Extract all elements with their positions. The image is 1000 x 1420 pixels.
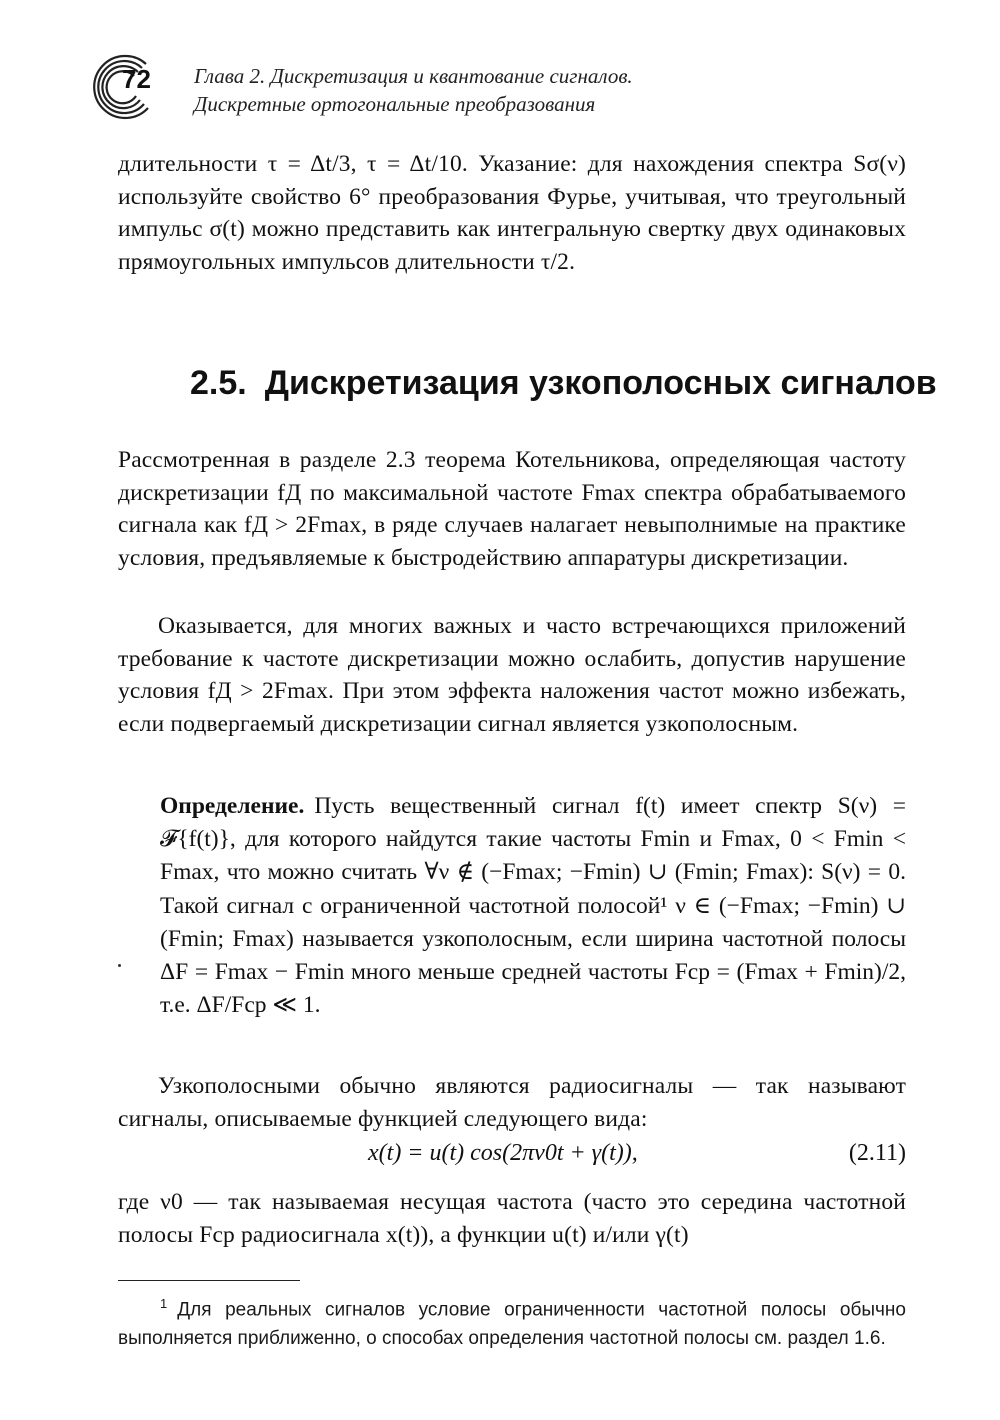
equation-number: (2.11) xyxy=(848,1140,906,1166)
definition-term: Определение. xyxy=(160,793,305,819)
page-number: 72 xyxy=(122,64,151,94)
intro-paragraph: длительности τ = Δt/3, τ = Δt/10. Указание: для нахождения спектра Sσ(ν) используйте свойство 6° преобразования Фурье, учитывая, что треугольный импульс σ(t) можно представить как интегральную свертку двух одинаковых прямоугольных импульсов длительности τ/2. xyxy=(118,151,913,275)
paragraph-1: Рассмотренная в разделе 2.3 теорема Котельникова, определяющая частоту дискретизации fД по максимальной частоте Fmax спектра обрабатываемого сигнала как fД > 2Fmax, в ряде случаев налагает невыполнимые на практике условия, предъявляемые к быстродействию аппаратуры дискретизации. xyxy=(118,447,913,571)
running-head-line-1: Глава 2. Дискретизация и квантование сигналов. xyxy=(194,64,633,88)
footnote-divider xyxy=(118,1280,300,1281)
running-head xyxy=(194,62,754,118)
footnote xyxy=(118,1289,912,1353)
definition-block xyxy=(160,790,912,1022)
footnote-text: Для реальных сигналов условие ограниченности частотной полосы обычно выполняется приближенно, о способах определения частотной полосы см. раздел 1.6. xyxy=(118,1299,912,1350)
stray-dot xyxy=(118,964,121,967)
equation-2-11 xyxy=(118,1140,906,1176)
footnote-mark: 1 xyxy=(160,1296,168,1311)
running-head-line-2: Дискретные ортогональные преобразования xyxy=(194,92,596,116)
section-number: 2.5. xyxy=(190,364,247,402)
equation-formula: x(t) = u(t) cos(2πν0t + γ(t)), xyxy=(368,1140,638,1166)
paragraph-4: где ν0 — так называемая несущая частота (часто это середина частотной полосы Fср радиосигнала x(t)), а функции u(t) и/или γ(t) xyxy=(118,1189,913,1248)
section-heading xyxy=(190,364,937,403)
paragraph-3: Узкополосными обычно являются радиосигналы — так называют сигналы, описываемые функцией следующего вида: xyxy=(118,1073,913,1132)
section-title: Дискретизация узкополосных сигналов xyxy=(264,364,937,402)
definition-text: Пусть вещественный сигнал f(t) имеет спектр S(ν) = 𝓕{f(t)}, для которого найдутся такие частоты Fmin и Fmax, 0 < Fmin < Fmax, что можно считать ∀ν ∉ (−Fmax; −Fmin) ∪ (Fmin; Fmax): S(ν) = 0. Такой сигнал с ограниченной частотной полосой¹ ν ∈ (−Fmax; −Fmin) ∪ (Fmin; Fmax) называется узкополосным, если ширина частотной полосы ΔF = Fmax − Fmin много меньше средней частоты Fср = (Fmax + Fmin)/2, т.е. ΔF/Fср ≪ 1. xyxy=(160,793,912,1019)
paragraph-2: Оказывается, для многих важных и часто встречающихся приложений требование к частоте дискретизации можно ослабить, допустив нарушение условия fД > 2Fmax. При этом эффекта наложения частот можно избежать, если подвергаемый дискретизации сигнал является узкополосным. xyxy=(118,613,913,737)
